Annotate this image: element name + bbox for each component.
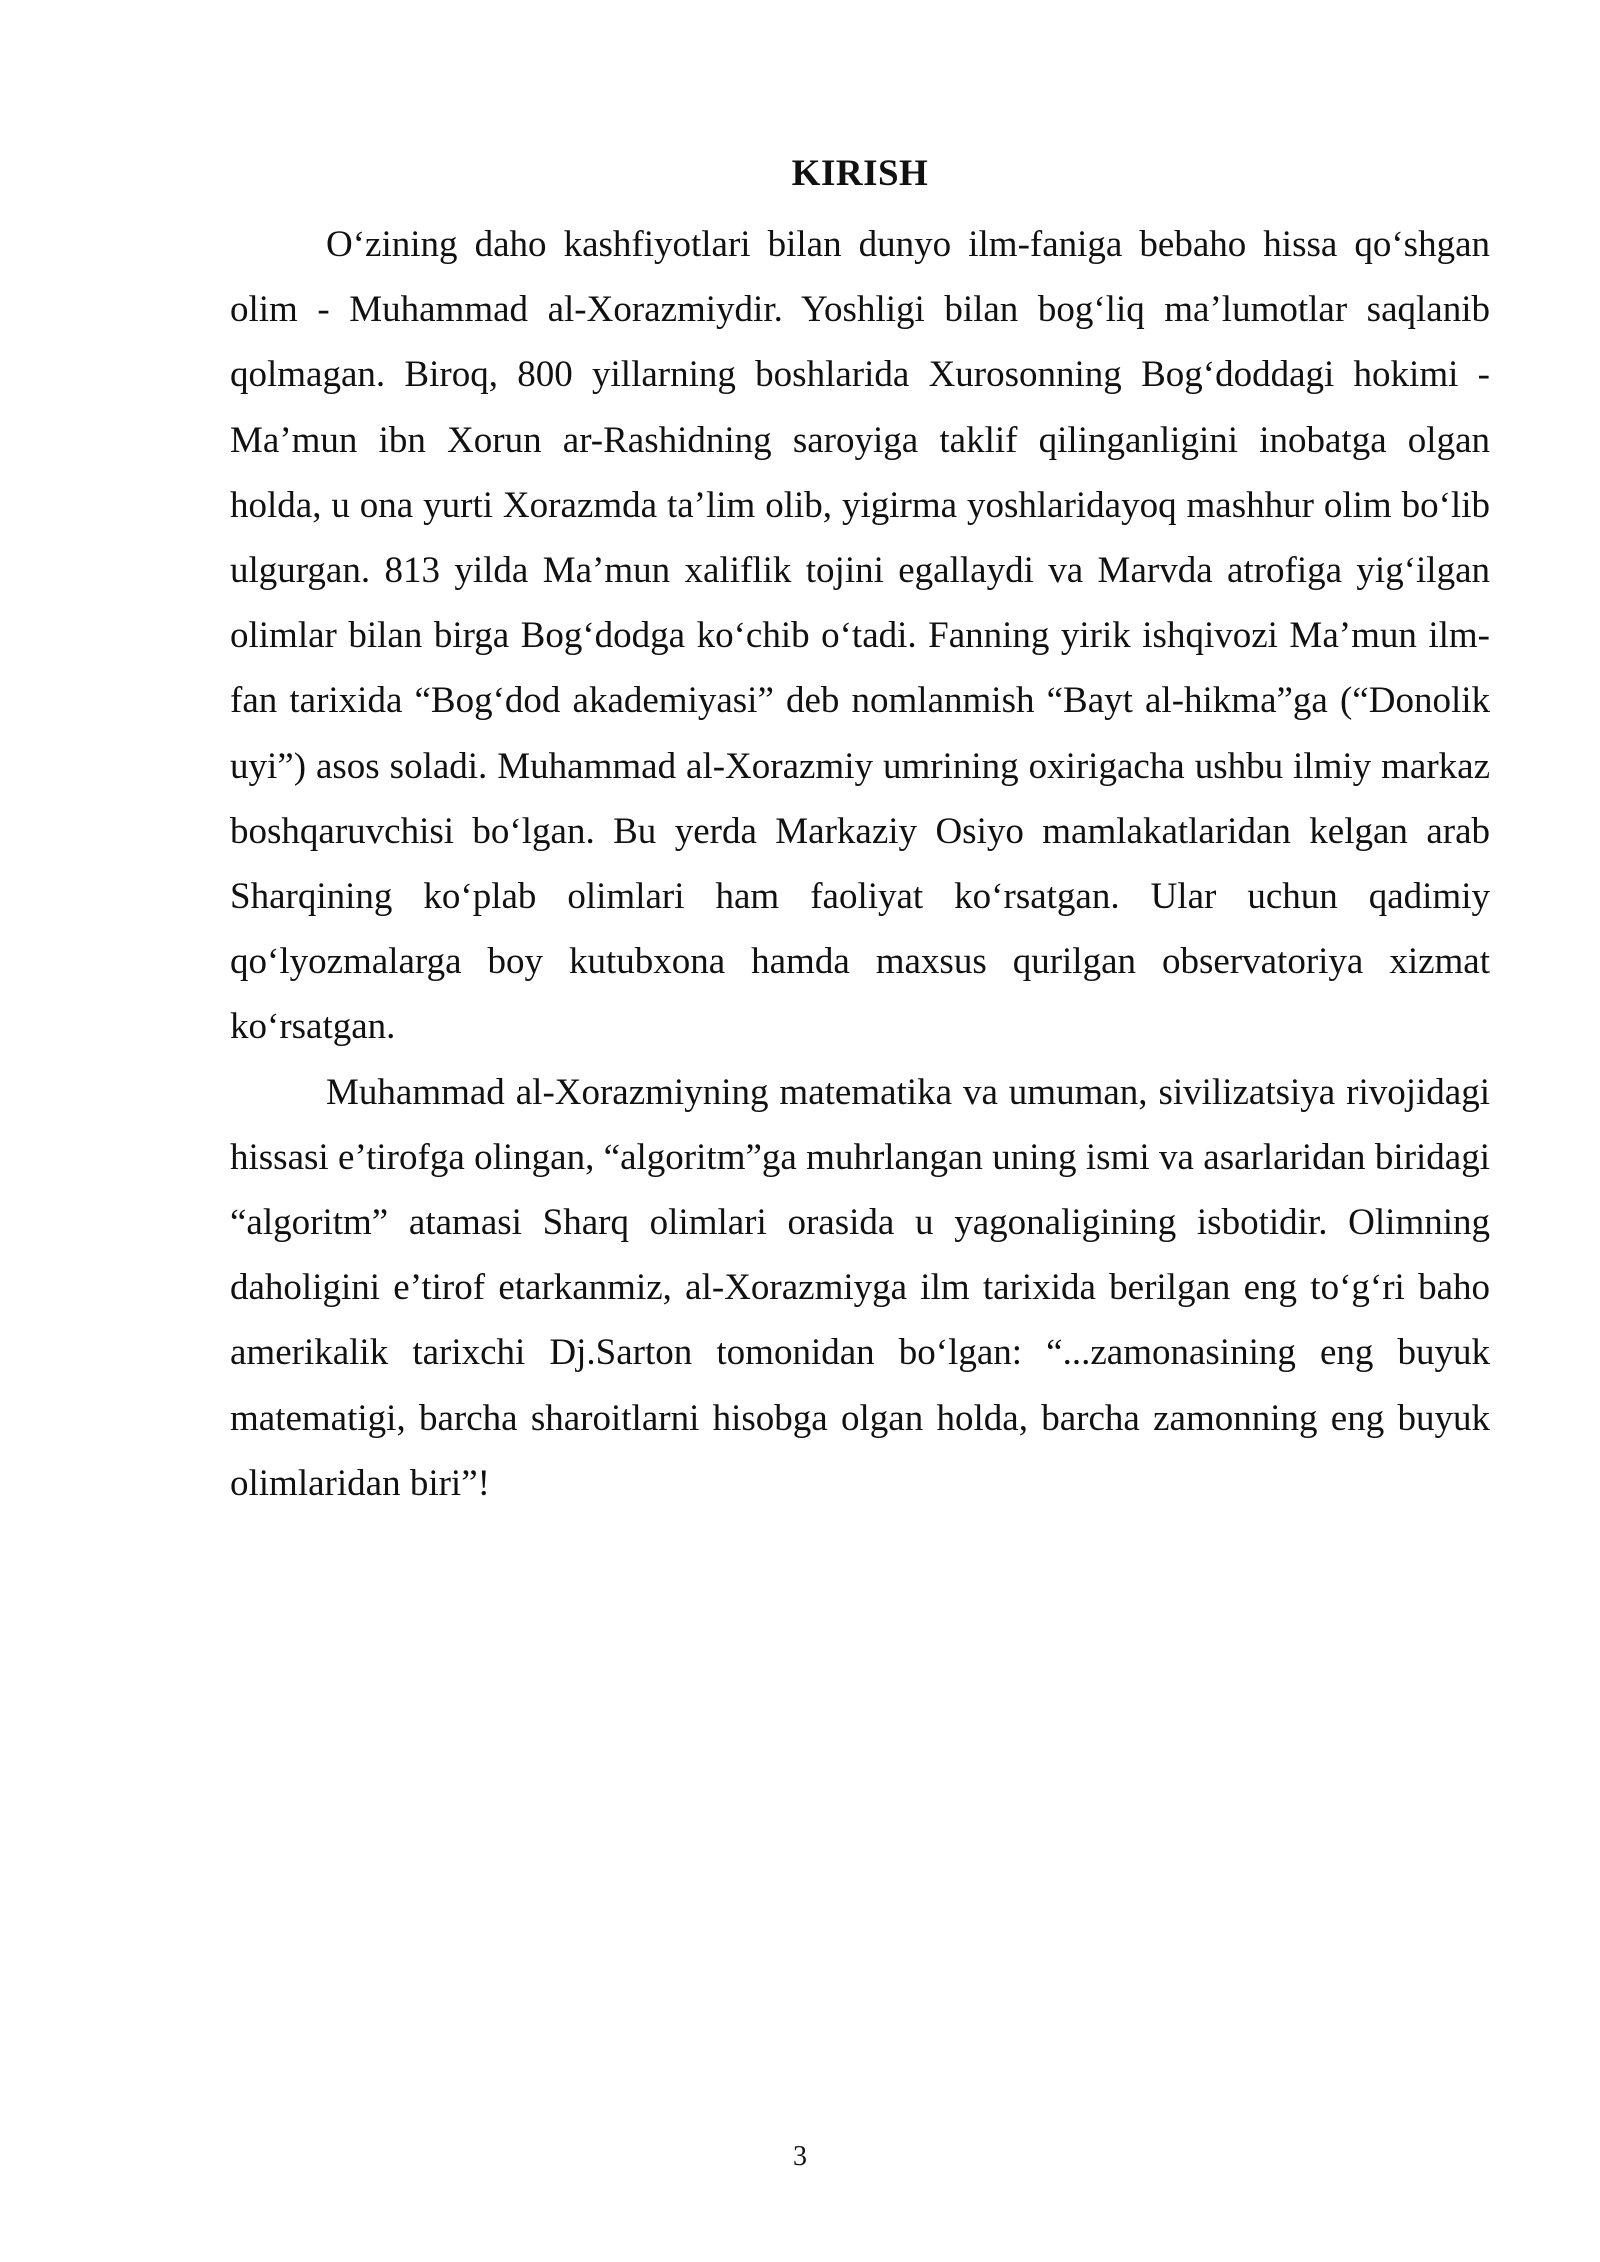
paragraph-2: Muhammad al-Xorazmiyning matematika va umuman, sivilizatsiya rivojidagi hissasi e’tirofga olingan, “algoritm”ga muhrlangan uning ismi va asarlaridan biridagi “algoritm” atamasi Sharq olimlari orasida u yagonaligining isbotidir. Olimning daholigini e’tirof etarkanmiz, al-Xorazmiyga ilm tarixida berilgan eng to‘g‘ri baho amerikalik tarixchi Dj.Sarton tomonidan bo‘lgan: “...zamonasining eng buyuk matematigi, barcha sharoitlarni hisobga olgan holda, barcha zamonning eng buyuk olimlaridan biri”!	[230, 1071, 1490, 1504]
page-number: 3	[793, 2141, 807, 2172]
page-content	[230, 148, 1490, 1516]
paragraph-1: O‘zining daho kashfiyotlari bilan dunyo ilm-faniga bebaho hissa qo‘shgan olim - Muhammad al-Xorazmiydir. Yoshligi bilan bog‘liq ma’lumotlar saqlanib qolmagan. Biroq, 800 yillarning boshlarida Xurosonning Bog‘doddagi hokimi - Ma’mun ibn Xorun ar-Rashidning saroyiga taklif qilinganligini inobatga olgan holda, u ona yurti Xorazmda ta’lim olib, yigirma yoshlaridayoq mashhur olim bo‘lib ulgurgan. 813 yilda Ma’mun xaliflik tojini egallaydi va Marvda atrofiga yig‘ilgan olimlar bilan birga Bog‘dodga ko‘chib o‘tadi. Fanning yirik ishqivozi Ma’mun ilm-fan tarixida “Bog‘dod akademiyasi” deb nomlanmish “Bayt al-hikma”ga (“Donolik uyi”) asos soladi. Muhammad al-Xorazmiy umrining oxirigacha ushbu ilmiy markaz boshqaruvchisi bo‘lgan. Bu yerda Markaziy Osiyo mamlakatlaridan kelgan arab Sharqining ko‘plab olimlari ham faoliyat ko‘rsatgan. Ular uchun qadimiy qo‘lyozmalarga boy kutubxona hamda maxsus qurilgan observatoriya xizmat ko‘rsatgan.	[230, 224, 1490, 1048]
section-title: KIRISH	[791, 153, 929, 194]
